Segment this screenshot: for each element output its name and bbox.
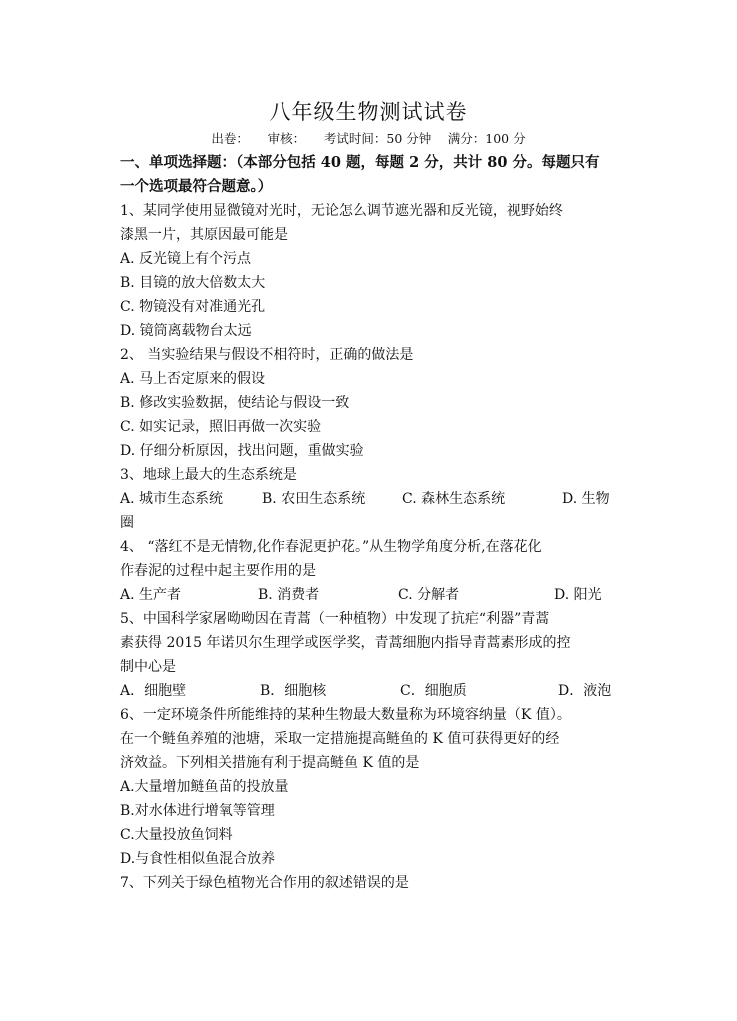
- question-3-option-c: C. 森林生态系统: [402, 491, 506, 507]
- question-2-option-b: B. 修改实验数据，使结论与假设一致: [120, 395, 350, 411]
- question-1-option-c: C. 物镜没有对准通光孔: [120, 299, 266, 315]
- question-5-stem-line-1: 5、中国科学家屠呦呦因在青蒿（一种植物）中发现了抗疟“利器”青蒿: [120, 611, 550, 627]
- question-7-stem: 7、下列关于绿色植物光合作用的叙述错误的是: [120, 875, 409, 891]
- question-1-option-b: B. 目镜的放大倍数太大: [120, 275, 266, 291]
- question-6-option-b: B.对水体进行增氧等管理: [120, 803, 275, 819]
- question-4-option-d: D. 阳光: [554, 587, 602, 603]
- question-2-option-c: C. 如实记录，照旧再做一次实验: [120, 419, 322, 435]
- exam-content: [120, 151, 620, 895]
- question-4-option-b: B. 消费者: [258, 587, 320, 603]
- question-3-options: [120, 487, 620, 511]
- question-6-stem-line-3: 济效益。下列相关措施有利于提高鲢鱼 K 值的是: [120, 755, 420, 771]
- question-3-option-b: B. 农田生态系统: [262, 491, 366, 507]
- question-6-stem-line-2: 在一个鲢鱼养殖的池塘，采取一定措施提高鲢鱼的 K 值可获得更好的经: [120, 731, 560, 747]
- question-4-stem-line-1: 4、 “落红不是无情物,化作春泥更护花。”从生物学角度分析,在落花化: [120, 539, 542, 555]
- question-3-option-a: A. 城市生态系统: [120, 491, 224, 507]
- question-4-stem-line-2: 作春泥的过程中起主要作用的是: [120, 563, 316, 579]
- question-5-option-c: C．细胞质: [400, 683, 467, 699]
- question-5-option-b: B．细胞核: [260, 683, 327, 699]
- question-6-option-d: D.与食性相似鱼混合放养: [120, 851, 276, 867]
- question-4-options: [120, 583, 620, 607]
- question-6-option-a: A.大量增加鲢鱼苗的投放量: [120, 779, 289, 795]
- section-heading-line-2: 一个选项最符合题意。）: [120, 178, 273, 195]
- question-1-option-a: A. 反光镜上有个污点: [120, 251, 252, 267]
- question-4-option-c: C. 分解者: [398, 587, 460, 603]
- section-heading-line-1: 一、单项选择题：（本部分包括 40 题，每题 2 分，共计 80 分。每题只有: [120, 154, 600, 171]
- question-1-stem-line-2: 漆黑一片，其原因最可能是: [120, 227, 288, 243]
- question-2-option-d: D. 仔细分析原因，找出问题，重做实验: [120, 443, 364, 459]
- question-3-stem: 3、地球上最大的生态系统是: [120, 467, 297, 483]
- question-3-option-d-continued: 圈: [120, 515, 134, 531]
- question-3-option-d: D. 生物: [562, 491, 610, 507]
- question-6-option-c: C.大量投放鱼饲料: [120, 827, 233, 843]
- question-1-stem-line-1: 1、某同学使用显微镜对光时，无论怎么调节遮光器和反光镜，视野始终: [120, 203, 563, 219]
- question-4-option-a: A. 生产者: [120, 587, 182, 603]
- question-6-stem-line-1: 6、一定环境条件所能维持的某种生物最大数量称为环境容纳量（K 值）。: [120, 707, 571, 723]
- exam-title: 八年级生物测试试卷: [269, 100, 468, 124]
- exam-meta-info: 出卷： 审核： 考试时间：50 分钟 满分：100 分: [211, 131, 526, 146]
- question-5-stem-line-2: 素获得 2015 年诺贝尔生理学或医学奖，青蒿细胞内指导青蒿素形成的控: [120, 635, 571, 651]
- question-5-stem-line-3: 制中心是: [120, 659, 176, 675]
- question-5-option-d: D．液泡: [558, 683, 612, 699]
- question-5-options: [120, 679, 620, 703]
- question-1-option-d: D. 镜筒离载物台太远: [120, 323, 252, 339]
- question-2-option-a: A. 马上否定原来的假设: [120, 371, 266, 387]
- question-2-stem: 2、 当实验结果与假设不相符时，正确的做法是: [120, 347, 414, 363]
- question-5-option-a: A．细胞壁: [120, 683, 187, 699]
